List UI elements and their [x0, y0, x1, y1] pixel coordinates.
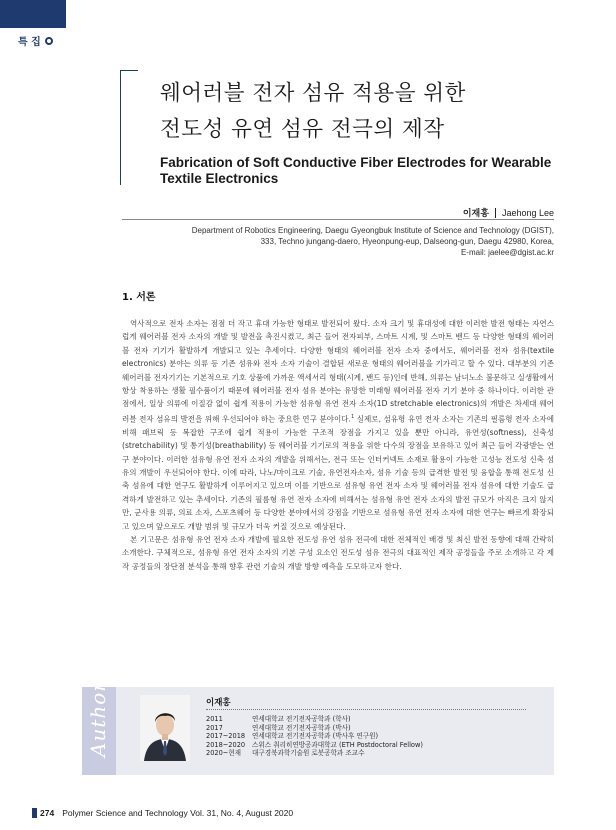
history-desc: 스위스 취리히연방공과대학교 (ETH Postdoctoral Fellow)	[252, 740, 423, 749]
history-year: 2011	[206, 715, 223, 723]
author-photo	[140, 695, 190, 761]
article-body	[122, 288, 554, 573]
affiliation-line-1: Department of Robotics Engineering, Daegu Gyeongbuk Institute of Science and Technology (DGIST),	[191, 226, 554, 235]
author-box-divider	[206, 709, 526, 710]
journal-citation: Polymer Science and Technology Vol. 31, No. 4, August 2020	[62, 808, 294, 818]
affiliation-line-2: 333, Techno jungang-daero, Hyeonpung-eup, Dalseong-gun, Daegu 42980, Korea,	[260, 237, 554, 246]
section-tag-label: 특 집	[18, 37, 41, 48]
author-divider	[122, 219, 554, 220]
author-box-name: 이재홍	[206, 698, 231, 708]
circle-icon	[45, 37, 53, 45]
history-row	[206, 749, 423, 758]
corner-color-block	[0, 0, 66, 28]
history-desc: 연세대학교 전기전자공학과 (박사후 연구원)	[252, 732, 379, 741]
history-desc: 대구경북과학기술원 로봇공학과 조교수	[252, 749, 365, 758]
footer-marker	[32, 808, 37, 818]
affiliation-email: E-mail: jaelee@dgist.ac.kr	[460, 248, 554, 257]
paragraph-1-text: 역사적으로 전자 소자는 점점 더 작고 휴대 가능한 형태로 발전되어 왔다. 소자 크기 및 휴대성에 대한 이러한 발전 형태는 자연스럽게 웨어러블 전자 소자의 개발 및 발전을 촉진시켰고, 최근 들어 전자피부, 스마트 시계, 및 스마트 밴드 등 다양한 형태의 웨어러블 전자 기기가 활발하게 개발되고 있는 추세이다. 다양한 형태의 웨어러블 전자 소자 중에서도, 웨어러블 전자 섬유(textile electronics) 분야는 의류 등 기존 섬유와 전자 소자 기술이 결합된 새로운 형태의 웨어러블을 기가리고 할 수 있다. 대부분의 기존 웨어러블 전자기기는 기본적으로 기호 상품에 가까운 액세서리 형태(시계, 밴드 등)인데 반해, 의류는 남녀노소 불문하고 실생활에서 항상 착용하는 생활 필수품이기 때문에 웨어러블 전자 섬유 분야는 유망한 미래형 웨어러블 전자 기기 분야 중 하나이다. 이러한 관점에서, 일상 의류에 이질감 없이 쉽게 적용이 가능한 섬유형 유연 전자 소자(1D stretchable electronics)의 개발은 차세대 웨어러블 전자 섬유의 발전을 위해 우선되어야 하는 중요한 연구 분야이다.	[122, 319, 554, 424]
section-tag	[18, 33, 53, 48]
title-bracket	[120, 70, 138, 185]
history-year: 2017	[206, 723, 223, 732]
title-korean-line-2: 전도성 유연 섬유 전극의 제작	[160, 117, 445, 142]
author-portrait-icon	[140, 695, 190, 761]
history-year: 2017~2018	[206, 732, 246, 741]
history-row	[206, 732, 423, 741]
byline-separator	[495, 208, 496, 218]
history-row	[206, 715, 423, 724]
author-name-korean: 이재홍	[462, 209, 489, 219]
paragraph-1	[122, 317, 554, 533]
affiliation	[134, 225, 554, 258]
author-box-label: Author	[86, 681, 110, 757]
author-byline	[463, 206, 554, 219]
page-number: 274	[40, 808, 55, 818]
author-bio-box	[82, 681, 554, 775]
author-history	[206, 715, 423, 758]
history-row	[206, 724, 423, 733]
title-english-line-2: Textile Electronics	[160, 171, 279, 186]
history-desc: 연세대학교 전기전자공학과 (박사)	[252, 723, 351, 732]
section-heading: 1. 서론	[122, 292, 156, 303]
title-english-line-1: Fabrication of Soft Conductive Fiber Electrodes for Wearable	[160, 155, 552, 170]
title-korean	[160, 76, 580, 148]
reference-marker: 1	[350, 413, 355, 420]
page-footer	[40, 808, 293, 818]
paragraph-1-continued: 실제로, 섬유형 유연 전자 소자는 기존의 필름형 전자 소자에 비해 패브릭 등 복잡한 구조에 쉽게 적용이 가능한 구조적 장점을 가지고 있을 뿐만 아니라, 유연성(softness), 신축성(stretchability) 및 통기성(breathability) 등 웨어러블 기기로의 적용을 위한 다수의 장점을 보유하고 있어 최근 들어 각광받는 연구 분야이다. 이러한 섬유형 유연 전자 소자의 개발을 위해서는, 전극 또는 인터커넥트 소재로 활용이 가능한 고성능 전도성 신축 섬유의 개발이 우선되어야 한다. 이에 따라, 나노/마이크로 기술, 유연전자소자, 섬유 기술 등의 급격한 발전 및 융합을 통해 전도성 신축 섬유에 대한 연구도 활발하게 이루어지고 있으며 이를 기반으로 섬유형 유연 전자 소자 및 웨어러블 전자 섬유에 대한 기술도 급격하게 발전하고 있는 추세이다. 기존의 필름형 유연 전자 소자에 비해서는 섬유형 유연 전자 소자의 발전 규모가 아직은 크지 않지만, 군사용 의류, 의료 소자, 스포츠웨어 등 다양한 분야에서의 강점을 기반으로 섬유형 유연 전자 소자에 대한 연구는 빠르게 확장되고 있으며 앞으로도 개발 범위 및 규모가 더욱 커질 것으로 예상된다.	[122, 414, 554, 531]
history-year: 2018~2020	[206, 740, 246, 749]
paragraph-2: 본 기고문은 섬유형 유연 전자 소자 개발에 필요한 전도성 유연 섬유 전극에 대한 전체적인 배경 및 최신 발전 동향에 대해 간략히 소개한다. 구체적으로, 섬유형 유연 전자 소자의 기본 구성 요소인 전도성 섬유 전극의 대표적인 제작 공정들을 주로 소개하고 각 제작 공정들의 장단점 분석을 통해 향후 관련 기술의 개발 방향 예측을 도모하고자 한다.	[122, 535, 554, 571]
history-desc: 연세대학교 전기전자공학과 (학사)	[252, 715, 351, 723]
history-year: 2020~현재	[206, 749, 242, 758]
title-english	[160, 155, 580, 187]
author-name-english: Jaehong Lee	[501, 207, 554, 218]
title-korean-line-1: 웨어러블 전자 섬유 적용을 위한	[160, 81, 466, 106]
